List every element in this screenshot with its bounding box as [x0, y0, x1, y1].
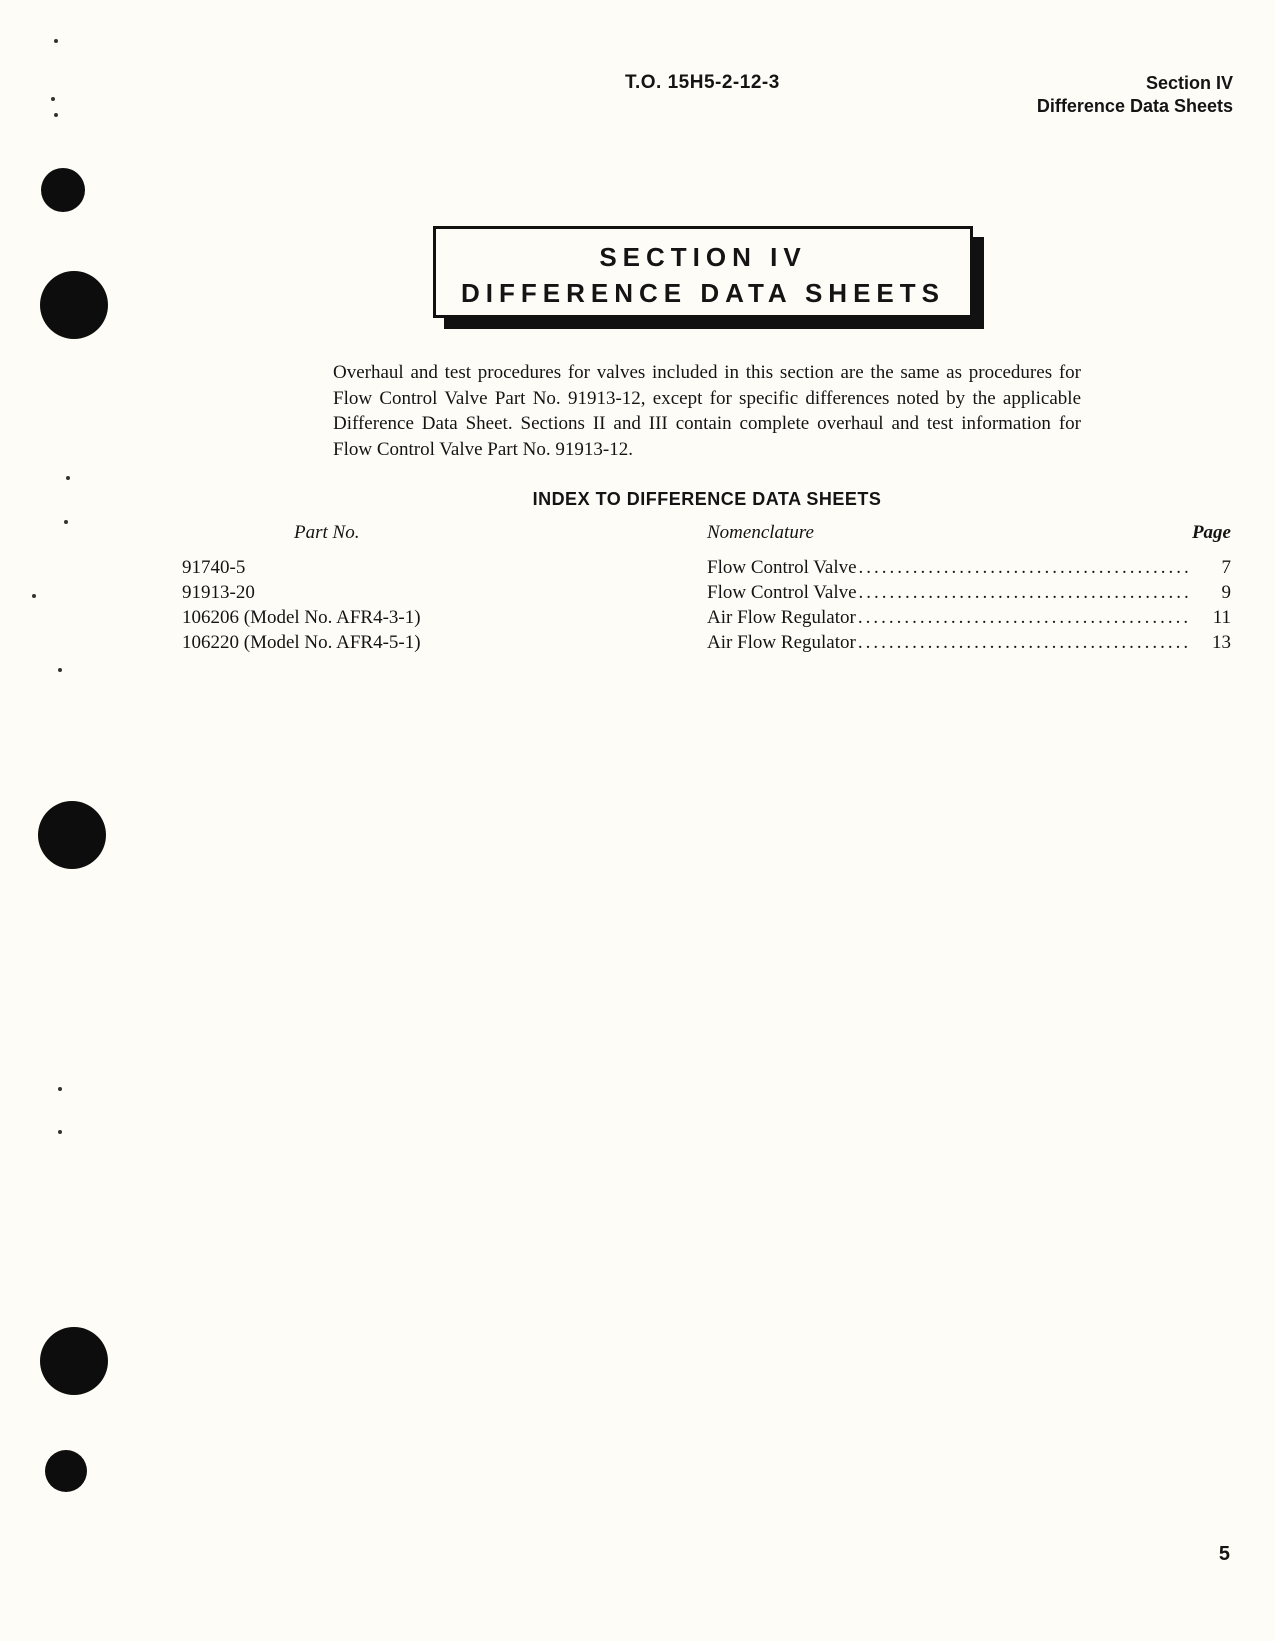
index-part-no: 106206 (Model No. AFR4-3-1): [182, 607, 421, 628]
margin-speck: [51, 97, 55, 101]
column-header-page: Page: [1191, 522, 1231, 543]
index-nomenclature: Air Flow Regulator: [707, 632, 856, 653]
section-title-box: [433, 226, 973, 318]
index-nomenclature-cell: [707, 605, 1189, 630]
index-nomenclature: Flow Control Valve: [707, 557, 857, 578]
index-page-no: 13: [1212, 632, 1231, 653]
margin-speck: [54, 39, 58, 43]
punch-hole-4: [40, 1327, 108, 1395]
index-page-no: 7: [1221, 557, 1231, 578]
dot-leader: [858, 630, 1189, 655]
index-nomenclature-cell: [707, 580, 1189, 605]
column-header-part-no: Part No.: [294, 522, 360, 543]
index-nomenclature: Air Flow Regulator: [707, 607, 856, 628]
index-nomenclature-cell: [707, 555, 1189, 580]
margin-speck: [54, 113, 58, 117]
index-part-no: 91913-20: [182, 582, 255, 603]
column-header-nomenclature: Nomenclature: [707, 522, 814, 543]
index-row: [182, 605, 1231, 630]
running-head-title: Difference Data Sheets: [1036, 96, 1233, 116]
technical-order-number: T.O. 15H5-2-12-3: [625, 72, 780, 93]
index-page-no: 9: [1221, 582, 1231, 603]
page-number: 5: [1218, 1543, 1230, 1565]
intro-paragraph: Overhaul and test procedures for valves included in this section are the same as procedures for Flow Control Valve Part No. 91913-12, except for specific differences noted by the applicable Difference Data Sheet. Sections II and III contain complete overhaul and test information for Flow Control Valve Part No. 91913-12.: [333, 362, 1081, 460]
punch-hole-3: [38, 801, 106, 869]
punch-hole-2: [40, 271, 108, 339]
punch-hole-1: [41, 168, 85, 212]
dot-leader: [859, 580, 1189, 605]
margin-speck: [58, 1130, 62, 1134]
index-row: [182, 555, 1231, 580]
margin-speck: [32, 594, 36, 598]
index-nomenclature: Flow Control Valve: [707, 582, 857, 603]
running-head: [1037, 72, 1233, 118]
index-part-no: 106220 (Model No. AFR4-5-1): [182, 632, 421, 653]
dot-leader: [859, 555, 1189, 580]
section-subheading: DIFFERENCE DATA SHEETS: [461, 278, 945, 308]
section-heading: SECTION IV: [599, 242, 807, 272]
margin-speck: [64, 520, 68, 524]
margin-speck: [58, 668, 62, 672]
margin-speck: [66, 476, 70, 480]
running-head-section: Section IV: [1145, 73, 1233, 93]
index-row: [182, 580, 1231, 605]
punch-hole-5: [45, 1450, 87, 1492]
index-title: INDEX TO DIFFERENCE DATA SHEETS: [532, 489, 882, 509]
index-page-no: 11: [1212, 607, 1231, 628]
dot-leader: [858, 605, 1189, 630]
margin-speck: [58, 1087, 62, 1091]
index-row: [182, 630, 1231, 655]
index-nomenclature-cell: [707, 630, 1189, 655]
index-part-no: 91740-5: [182, 557, 246, 578]
